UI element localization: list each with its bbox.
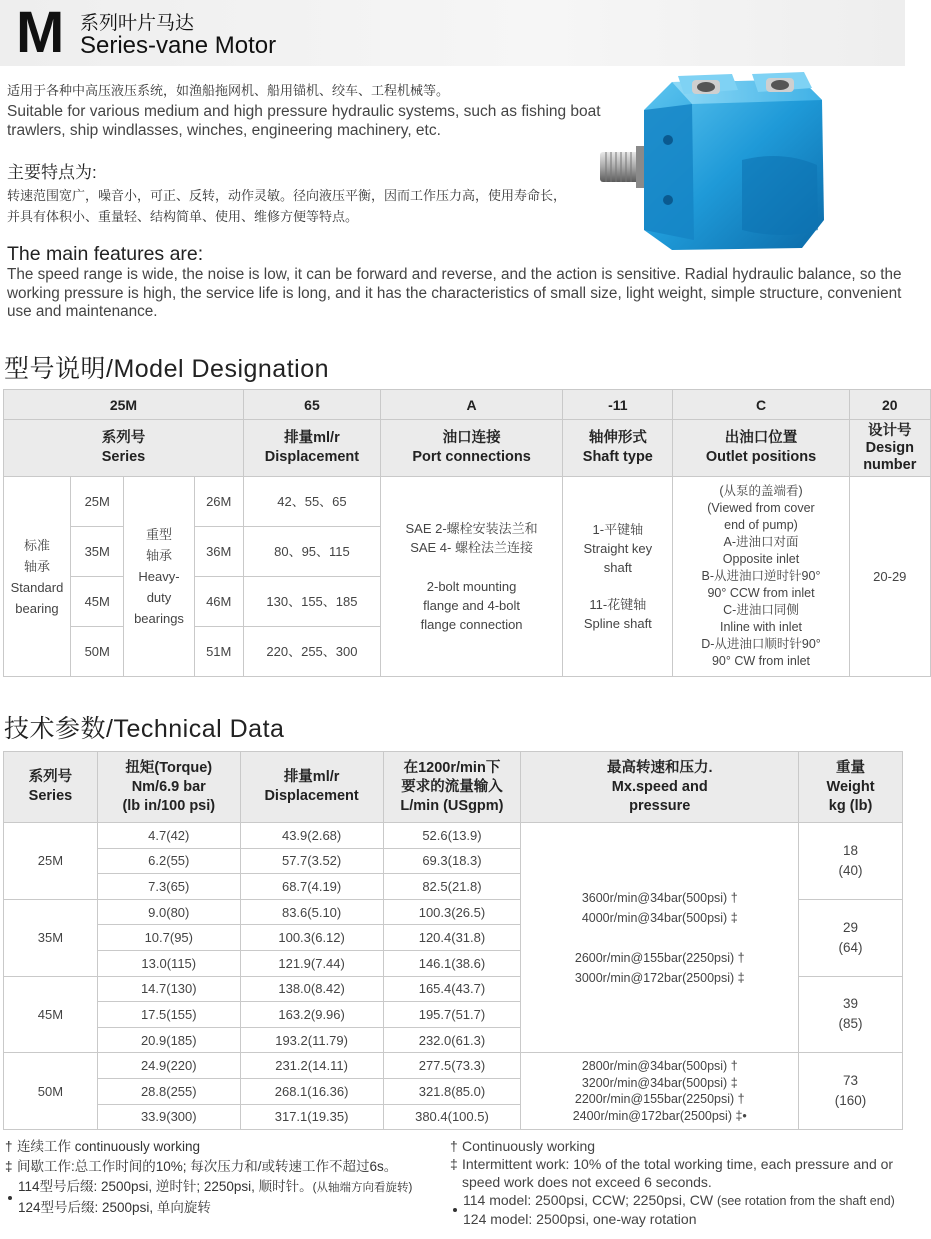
code-port: A (380, 390, 562, 420)
disp-cell: 57.7(3.52) (240, 848, 383, 874)
disp-cell: 100.3(6.12) (240, 925, 383, 951)
features-en: The speed range is wide, the noise is low, it can be forward and reverse, and the action is sensitive. Radial hydraulic balance, so the working pressure is high, the service life is long, and it has the characteristics of small size, light weight, simple structure, convenient use and maintenance. (7, 266, 902, 320)
torque-cell: 10.7(95) (97, 925, 240, 951)
heavy-series: 36M (194, 527, 243, 577)
series-letter: M (16, 0, 65, 65)
weight-cell: 29 (64) (799, 899, 903, 976)
speed-pressure-cell: 3600r/min@34bar(500psi) † 4000r/min@34bar(500psi) ‡ 2600r/min@155bar(2250psi) † 3000r/min@172bar(2500psi) ‡ (521, 823, 799, 1053)
technical-data-table (3, 751, 903, 1130)
torque-cell: 13.0(115) (97, 950, 240, 976)
displacement-values: 130、155、185 (243, 577, 380, 627)
flow-cell: 69.3(18.3) (383, 848, 521, 874)
torque-cell: 9.0(80) (97, 899, 240, 925)
code-shaft: -11 (563, 390, 673, 420)
notes-cn (5, 1137, 445, 1218)
torque-cell: 24.9(220) (97, 1053, 240, 1079)
torque-cell: 14.7(130) (97, 976, 240, 1002)
torque-cell: 17.5(155) (97, 1002, 240, 1028)
th-weight: 重量 Weight kg (lb) (799, 752, 903, 823)
design-range-cell: 20-29 (849, 477, 930, 677)
notes-en (450, 1137, 930, 1228)
th-flow: 在1200r/min下 要求的流量输入 L/min (USgpm) (383, 752, 521, 823)
code-series: 25M (4, 390, 244, 420)
torque-cell: 33.9(300) (97, 1104, 240, 1130)
std-series: 35M (70, 527, 124, 577)
speed-pressure-50m-cell: 2800r/min@34bar(500psi) † 3200r/min@34bar(500psi) ‡ 2200r/min@155bar(2250psi) † 2400r/min@172bar(2500psi) ‡• (521, 1053, 799, 1130)
disp-cell: 68.7(4.19) (240, 874, 383, 900)
shaft-type-cell: 1-平键轴 Straight key shaft 11-花键轴 Spline shaft (563, 477, 673, 677)
disp-cell: 83.6(5.10) (240, 899, 383, 925)
motor-shaft (600, 146, 648, 188)
features-cn (7, 185, 597, 227)
outlet-positions-cell: (从泵的盖端看) (Viewed from cover end of pump) A-进油口对面 Opposite inlet B-从进油口逆时针90° 90° CCW from inlet C-进油口同侧 Inline with inlet D-从进油口顺时针90° 90° CW from inlet (673, 477, 849, 677)
displacement-values: 42、55、65 (243, 477, 380, 527)
disp-cell: 193.2(11.79) (240, 1027, 383, 1053)
vane-motor-image (592, 70, 832, 270)
th-displacement: 排量ml/r Displacement (240, 752, 383, 823)
page-header (0, 0, 905, 66)
model-designation-title: 型号说明/Model Designation (4, 355, 330, 383)
features-title-en: The main features are: (7, 243, 204, 265)
header-port: 油口连接 Port connections (380, 420, 562, 477)
note-cn-models: 114型号后缀: 2500psi, 逆时针; 2250psi, 顺时针。(从轴端方向看旋转) 124型号后缀: 2500psi, 单向旋转 (5, 1177, 445, 1218)
torque-cell: 7.3(65) (97, 874, 240, 900)
note-cn-continuous: † 连续工作 continuously working (5, 1139, 201, 1154)
series-cell: 25M (4, 823, 98, 900)
header-outlet: 出油口位置 Outlet positions (673, 420, 849, 477)
code-outlet: C (673, 390, 849, 420)
weight-cell: 18 (40) (799, 823, 903, 900)
model-designation-table (3, 389, 931, 677)
weight-cell: 39 (85) (799, 976, 903, 1053)
header-shaft: 轴伸形式 Shaft type (563, 420, 673, 477)
bullet-dot-icon (453, 1208, 457, 1212)
std-series: 45M (70, 577, 124, 627)
header-series: 系列号 Series (4, 420, 244, 477)
heavy-series: 26M (194, 477, 243, 527)
displacement-values: 220、255、300 (243, 627, 380, 677)
torque-cell: 28.8(255) (97, 1078, 240, 1104)
displacement-values: 80、95、115 (243, 527, 380, 577)
series-cell: 35M (4, 899, 98, 976)
header-displacement: 排量ml/r Displacement (243, 420, 380, 477)
flow-cell: 232.0(61.3) (383, 1027, 521, 1053)
technical-data-title: 技术参数/Technical Data (4, 715, 285, 743)
flow-cell: 165.4(43.7) (383, 976, 521, 1002)
series-cell: 45M (4, 976, 98, 1053)
title-en: Series-vane Motor (80, 32, 277, 59)
th-series: 系列号 Series (4, 752, 98, 823)
table-row (4, 477, 931, 527)
disp-cell: 121.9(7.44) (240, 950, 383, 976)
th-speed: 最高转速和压力. Mx.speed and pressure (521, 752, 799, 823)
flow-cell: 100.3(26.5) (383, 899, 521, 925)
torque-cell: 4.7(42) (97, 823, 240, 849)
th-torque: 扭矩(Torque) Nm/6.9 bar (lb in/100 psi) (97, 752, 240, 823)
flow-cell: 195.7(51.7) (383, 1002, 521, 1028)
flow-cell: 82.5(21.8) (383, 874, 521, 900)
features-title-cn: 主要特点为: (7, 163, 97, 182)
flow-cell: 321.8(85.0) (383, 1078, 521, 1104)
intro-cn: 适用于各种中高压液压系统，如渔船拖网机、船用锚机、绞车、工程机械等。 (7, 83, 450, 98)
features-cn-line2: 并具有体积小、重量轻、结构简单、使用、维修方便等特点。 (7, 209, 359, 224)
torque-cell: 20.9(185) (97, 1027, 240, 1053)
standard-bearing-cell: 标准 轴承 Standard bearing (4, 477, 71, 677)
flow-cell: 146.1(38.6) (383, 950, 521, 976)
features-cn-line1: 转速范围宽广，噪音小，可正、反转，动作灵敏。径向液压平衡，因而工作压力高，使用寿命长， (7, 188, 567, 203)
table-row (4, 1053, 903, 1079)
std-series: 50M (70, 627, 124, 677)
note-en-intermittent: ‡ Intermittent work: 10% of the total working time, each pressure and or speed work does not exceed 6 seconds. (450, 1156, 894, 1190)
flow-cell: 120.4(31.8) (383, 925, 521, 951)
technical-headers-row (4, 752, 903, 823)
flow-cell: 52.6(13.9) (383, 823, 521, 849)
disp-cell: 268.1(16.36) (240, 1078, 383, 1104)
heavy-series: 46M (194, 577, 243, 627)
std-series: 25M (70, 477, 124, 527)
disp-cell: 43.9(2.68) (240, 823, 383, 849)
weight-cell: 73 (160) (799, 1053, 903, 1130)
header-design: 设计号 Design number (849, 420, 930, 477)
bullet-dot-icon (8, 1196, 12, 1200)
designation-codes-row (4, 390, 931, 420)
code-displacement: 65 (243, 390, 380, 420)
table-row (4, 823, 903, 849)
designation-headers-row (4, 420, 931, 477)
heavy-duty-cell: 重型 轴承 Heavy- duty bearings (124, 477, 194, 677)
note-cn-intermittent: ‡ 间歇工作:总工作时间的10%; 每次压力和/或转速工作不超过6s。 (5, 1159, 398, 1174)
code-design: 20 (849, 390, 930, 420)
intro-en: Suitable for various medium and high pressure hydraulic systems, such as fishing boat trawlers, ship windlasses, winches, engineering machinery, etc. (7, 103, 601, 139)
disp-cell: 163.2(9.96) (240, 1002, 383, 1028)
torque-cell: 6.2(55) (97, 848, 240, 874)
note-en-models: 114 model: 2500psi, CCW; 2250psi, CW (see rotation from the shaft end) 124 model: 2500psi, one-way rotation (450, 1191, 930, 1228)
disp-cell: 231.2(14.11) (240, 1053, 383, 1079)
series-cell: 50M (4, 1053, 98, 1130)
note-en-continuous: † Continuously working (450, 1138, 596, 1154)
flow-cell: 380.4(100.5) (383, 1104, 521, 1130)
flow-cell: 277.5(73.3) (383, 1053, 521, 1079)
disp-cell: 138.0(8.42) (240, 976, 383, 1002)
port-connections-cell: SAE 2-螺栓安装法兰和 SAE 4- 螺栓法兰连接 2-bolt mounting flange and 4-bolt flange connection (380, 477, 562, 677)
disp-cell: 317.1(19.35) (240, 1104, 383, 1130)
heavy-series: 51M (194, 627, 243, 677)
title-cn: 系列叶片马达 (80, 13, 195, 34)
